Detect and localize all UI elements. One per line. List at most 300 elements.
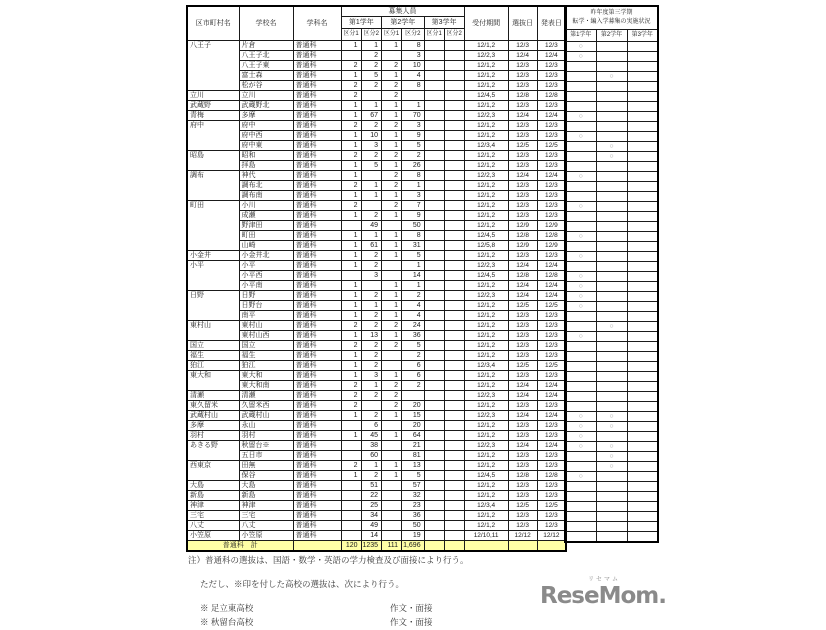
period-cell: 12/2,3 xyxy=(464,291,508,301)
transfer-status-row xyxy=(565,412,658,422)
col-header-selection: 選抜日 xyxy=(508,6,537,41)
announce-date-cell: 12/4 xyxy=(537,111,566,121)
recruit-count-cell: 2 xyxy=(382,401,402,411)
recruit-count-cell xyxy=(444,91,464,101)
transfer-implemented-mark: ○ xyxy=(596,152,627,162)
region-cell: 西東京 xyxy=(187,461,239,481)
table-row xyxy=(187,61,566,71)
transfer-mark-cell xyxy=(596,202,627,212)
transfer-mark-cell xyxy=(596,92,627,102)
table-row xyxy=(187,81,566,91)
dept-cell: 普通科 xyxy=(293,331,341,341)
recruit-count-cell: 2 xyxy=(361,411,382,421)
recruit-count-cell: 10 xyxy=(361,131,382,141)
transfer-implemented-mark: ○ xyxy=(565,42,596,52)
school-cell: 保谷 xyxy=(239,471,293,481)
transfer-status-row xyxy=(565,472,658,482)
recruit-count-cell xyxy=(444,221,464,231)
school-cell: 調布南 xyxy=(239,191,293,201)
dept-cell: 普通科 xyxy=(293,191,341,201)
transfer-mark-cell xyxy=(627,232,658,242)
dept-cell: 普通科 xyxy=(293,231,341,241)
transfer-status-row xyxy=(565,82,658,92)
table-row xyxy=(187,181,566,191)
transfer-mark-cell xyxy=(596,272,627,282)
period-cell: 12/10,11 xyxy=(464,531,508,541)
selection-date-cell: 12/3 xyxy=(508,421,537,431)
region-cell: あきる野 xyxy=(187,441,239,461)
recruit-count-cell: 2 xyxy=(382,61,402,71)
school-cell: 多摩 xyxy=(239,111,293,121)
recruit-count-cell xyxy=(444,501,464,511)
selection-date-cell: 12/3 xyxy=(508,121,537,131)
transfer-status-row xyxy=(565,212,658,222)
school-cell: 南平 xyxy=(239,311,293,321)
transfer-implemented-mark: ○ xyxy=(565,112,596,122)
recruit-count-cell xyxy=(424,301,444,311)
recruit-count-cell: 2 xyxy=(361,51,382,61)
recruit-count-cell xyxy=(424,411,444,421)
transfer-mark-cell xyxy=(627,262,658,272)
recruit-count-cell xyxy=(424,351,444,361)
recruit-count-cell xyxy=(424,261,444,271)
recruit-count-cell: 2 xyxy=(361,211,382,221)
recruit-count-cell xyxy=(424,401,444,411)
recruit-count-cell xyxy=(341,221,361,231)
transfer-mark-cell xyxy=(596,332,627,342)
recruit-count-cell xyxy=(424,511,444,521)
col-header-school: 学校名 xyxy=(239,6,293,41)
recruit-count-cell: 5 xyxy=(402,341,425,351)
note-selection-method: 注）普通科の選抜は、国語・数学・英語の学力検査及び面接により行う。 xyxy=(188,555,469,565)
recruit-count-cell xyxy=(444,51,464,61)
recruit-count-cell xyxy=(444,511,464,521)
recruit-count-cell: 2 xyxy=(361,61,382,71)
school-cell: 小川 xyxy=(239,201,293,211)
dept-cell: 普通科 xyxy=(293,281,341,291)
recruit-count-cell xyxy=(424,331,444,341)
recruit-count-cell: 1 xyxy=(341,231,361,241)
recruit-count-cell: 8 xyxy=(402,41,425,51)
recruit-count-cell xyxy=(402,391,425,401)
table-row xyxy=(187,41,566,51)
period-cell: 12/1,2 xyxy=(464,181,508,191)
recruit-count-cell xyxy=(424,421,444,431)
table-row xyxy=(187,361,566,371)
recruit-count-cell: 2 xyxy=(382,181,402,191)
school-cell: 小平南 xyxy=(239,281,293,291)
announce-date-cell: 12/4 xyxy=(537,411,566,421)
transfer-mark-cell xyxy=(565,502,596,512)
recruit-count-cell: 1 xyxy=(341,331,361,341)
col-header-period: 受付期間 xyxy=(464,6,508,41)
school-cell: 立川 xyxy=(239,91,293,101)
transfer-status-row xyxy=(565,152,658,162)
announce-date-cell: 12/12 xyxy=(537,531,566,541)
period-cell: 12/1,2 xyxy=(464,81,508,91)
dept-cell: 普通科 xyxy=(293,481,341,491)
transfer-status-row xyxy=(565,442,658,452)
recruit-count-cell: 36 xyxy=(402,331,425,341)
period-cell: 12/1,2 xyxy=(464,101,508,111)
recruit-count-cell xyxy=(444,231,464,241)
transfer-mark-cell xyxy=(596,222,627,232)
col-header-kubun-2: 区分2 xyxy=(444,29,464,41)
announce-date-cell: 12/3 xyxy=(537,131,566,141)
recruit-count-cell xyxy=(444,371,464,381)
transfer-mark-cell xyxy=(565,92,596,102)
transfer-status-row xyxy=(565,252,658,262)
transfer-mark-cell xyxy=(596,352,627,362)
recruit-count-cell xyxy=(424,71,444,81)
table-row xyxy=(187,331,566,341)
transfer-mark-cell xyxy=(596,192,627,202)
transfer-mark-cell xyxy=(627,112,658,122)
school-cell: 成瀬 xyxy=(239,211,293,221)
transfer-status-row xyxy=(565,352,658,362)
recruit-count-cell xyxy=(444,431,464,441)
announce-date-cell: 12/3 xyxy=(537,71,566,81)
recruit-count-cell xyxy=(444,471,464,481)
selection-date-cell: 12/3 xyxy=(508,321,537,331)
transfer-mark-cell xyxy=(596,292,627,302)
recruit-count-cell xyxy=(444,341,464,351)
table-row xyxy=(187,121,566,131)
transfer-mark-cell xyxy=(596,252,627,262)
transfer-mark-cell xyxy=(627,192,658,202)
period-cell: 12/1,2 xyxy=(464,121,508,131)
recruit-count-cell: 3 xyxy=(402,191,425,201)
transfer-mark-cell xyxy=(565,532,596,543)
period-cell: 12/3,4 xyxy=(464,501,508,511)
col-header-grade-3: 第3学年 xyxy=(424,17,464,29)
recruit-count-cell: 2 xyxy=(361,341,382,351)
recruit-count-cell xyxy=(341,441,361,451)
recruit-count-cell xyxy=(444,421,464,431)
transfer-status-row xyxy=(565,492,658,502)
selection-date-cell: 12/3 xyxy=(508,41,537,51)
dept-cell: 普通科 xyxy=(293,411,341,421)
recruit-count-cell xyxy=(424,161,444,171)
recruit-count-cell: 2 xyxy=(361,261,382,271)
transfer-mark-cell xyxy=(596,512,627,522)
transfer-status-row xyxy=(565,302,658,312)
note-school-name: 秋留台高校 xyxy=(210,617,254,627)
period-cell: 12/2,3 xyxy=(464,261,508,271)
table-row xyxy=(187,341,566,351)
transfer-mark-cell xyxy=(627,362,658,372)
col-header-kubun-1: 区分1 xyxy=(382,29,402,41)
announce-date-cell: 12/3 xyxy=(537,521,566,531)
region-cell: 小金井 xyxy=(187,251,239,261)
transfer-mark-cell xyxy=(565,372,596,382)
recruit-count-cell: 1 xyxy=(382,461,402,471)
col-header-announce: 発表日 xyxy=(537,6,566,41)
school-cell: 大島 xyxy=(239,481,293,491)
region-cell: 新島 xyxy=(187,491,239,501)
region-cell: 清瀬 xyxy=(187,391,239,401)
transfer-implemented-mark: ○ xyxy=(596,412,627,422)
transfer-mark-cell xyxy=(627,162,658,172)
period-cell: 12/4,5 xyxy=(464,231,508,241)
transfer-mark-cell xyxy=(596,472,627,482)
recruit-count-cell: 1 xyxy=(341,131,361,141)
transfer-implemented-mark: ○ xyxy=(596,442,627,452)
region-cell: 福生 xyxy=(187,351,239,361)
transfer-mark-cell xyxy=(627,322,658,332)
transfer-status-row xyxy=(565,62,658,72)
selection-date-cell: 12/3 xyxy=(508,191,537,201)
selection-date-cell: 12/3 xyxy=(508,401,537,411)
announce-date-cell: 12/3 xyxy=(537,121,566,131)
recruit-count-cell: 9 xyxy=(402,131,425,141)
recruit-count-cell: 1 xyxy=(341,141,361,151)
recruit-count-cell: 5 xyxy=(361,161,382,171)
recruit-count-cell xyxy=(444,81,464,91)
transfer-implemented-mark: ○ xyxy=(565,132,596,142)
recruit-count-cell xyxy=(382,441,402,451)
table-row xyxy=(187,141,566,151)
dept-cell: 普通科 xyxy=(293,171,341,181)
recruit-count-cell xyxy=(424,111,444,121)
period-cell: 12/1,2 xyxy=(464,521,508,531)
transfer-mark-cell xyxy=(565,162,596,172)
recruit-count-cell: 36 xyxy=(402,511,425,521)
transfer-mark-cell xyxy=(627,352,658,362)
recruit-count-cell: 1 xyxy=(382,291,402,301)
recruit-count-cell xyxy=(424,271,444,281)
dept-cell: 普通科 xyxy=(293,41,341,51)
dept-cell: 普通科 xyxy=(293,131,341,141)
recruit-count-cell xyxy=(341,421,361,431)
recruit-count-cell xyxy=(361,401,382,411)
table-row xyxy=(187,321,566,331)
table-row xyxy=(187,501,566,511)
recruit-count-cell: 2 xyxy=(361,121,382,131)
transfer-mark-cell xyxy=(627,122,658,132)
recruit-count-cell: 2 xyxy=(382,91,402,101)
transfer-mark-cell xyxy=(596,232,627,242)
note-school-method: 作文・面接 xyxy=(390,617,433,627)
recruit-count-cell xyxy=(444,71,464,81)
dept-cell: 普通科 xyxy=(293,271,341,281)
recruit-count-cell: 57 xyxy=(402,481,425,491)
recruit-count-cell: 1 xyxy=(382,371,402,381)
region-cell: 多摩 xyxy=(187,421,239,431)
transfer-mark-cell xyxy=(627,132,658,142)
recruit-count-cell: 1 xyxy=(341,281,361,291)
transfer-status-row xyxy=(565,382,658,392)
transfer-status-row xyxy=(565,292,658,302)
transfer-mark-cell xyxy=(565,82,596,92)
period-cell: 12/1,2 xyxy=(464,191,508,201)
school-cell: 新島 xyxy=(239,491,293,501)
school-cell: 日野 xyxy=(239,291,293,301)
dept-cell: 普通科 xyxy=(293,61,341,71)
period-cell: 12/1,2 xyxy=(464,371,508,381)
recruit-count-cell xyxy=(424,51,444,61)
recruit-count-cell xyxy=(424,501,444,511)
recruit-count-cell: 15 xyxy=(402,411,425,421)
transfer-mark-cell xyxy=(565,522,596,532)
period-cell: 12/1,2 xyxy=(464,421,508,431)
transfer-status-row xyxy=(565,112,658,122)
selection-date-cell: 12/3 xyxy=(508,491,537,501)
recruit-count-cell: 2 xyxy=(382,391,402,401)
region-cell: 八丈 xyxy=(187,521,239,531)
announce-date-cell: 12/3 xyxy=(537,351,566,361)
recruit-count-cell: 2 xyxy=(341,151,361,161)
transfer-status-row xyxy=(565,52,658,62)
transfer-mark-cell xyxy=(596,132,627,142)
region-cell: 国立 xyxy=(187,341,239,351)
dept-cell: 普通科 xyxy=(293,101,341,111)
recruit-count-cell: 3 xyxy=(402,51,425,61)
recruit-count-cell xyxy=(424,211,444,221)
total-count-cell: 120 xyxy=(341,541,361,552)
table-row xyxy=(187,431,566,441)
selection-date-cell: 12/5 xyxy=(508,141,537,151)
transfer-mark-cell xyxy=(596,52,627,62)
recruit-count-cell: 2 xyxy=(341,391,361,401)
recruit-count-cell xyxy=(444,441,464,451)
selection-date-cell: 12/3 xyxy=(508,251,537,261)
announce-date-cell: 12/3 xyxy=(537,491,566,501)
transfer-mark-cell xyxy=(627,332,658,342)
recruit-count-cell: 2 xyxy=(382,341,402,351)
recruit-count-cell xyxy=(382,501,402,511)
recruit-count-cell xyxy=(382,51,402,61)
selection-date-cell: 12/4 xyxy=(508,291,537,301)
transfer-mark-cell xyxy=(565,482,596,492)
recruit-count-cell xyxy=(444,411,464,421)
recruit-count-cell xyxy=(444,461,464,471)
side-title-row xyxy=(565,6,658,30)
recruit-count-cell: 1 xyxy=(361,191,382,201)
recruit-count-cell xyxy=(424,311,444,321)
recruit-count-cell xyxy=(444,261,464,271)
header-row-1 xyxy=(187,6,566,17)
recruit-count-cell: 2 xyxy=(341,461,361,471)
recruit-count-cell xyxy=(424,291,444,301)
recruit-count-cell: 1 xyxy=(341,471,361,481)
recruit-count-cell: 1 xyxy=(382,331,402,341)
dept-cell: 普通科 xyxy=(293,361,341,371)
selection-date-cell: 12/8 xyxy=(508,91,537,101)
recruit-count-cell: 1 xyxy=(361,181,382,191)
recruit-count-cell xyxy=(424,241,444,251)
recruitment-table-body xyxy=(187,41,566,552)
side-title-cell xyxy=(565,6,658,30)
recruit-count-cell: 2 xyxy=(341,341,361,351)
table-row xyxy=(187,381,566,391)
announce-date-cell: 12/3 xyxy=(537,311,566,321)
school-cell: 八王子東 xyxy=(239,61,293,71)
recruit-count-cell: 6 xyxy=(402,371,425,381)
period-cell: 12/1,2 xyxy=(464,511,508,521)
recruit-count-cell xyxy=(382,531,402,541)
transfer-status-row xyxy=(565,332,658,342)
transfer-implemented-mark: ○ xyxy=(565,332,596,342)
table-row xyxy=(187,391,566,401)
recruit-count-cell xyxy=(424,321,444,331)
col-header-region: 区市町村名 xyxy=(187,6,239,41)
school-cell: 富士森 xyxy=(239,71,293,81)
table-row xyxy=(187,461,566,471)
selection-date-cell: 12/3 xyxy=(508,311,537,321)
selection-date-cell: 12/3 xyxy=(508,81,537,91)
recruit-count-cell: 4 xyxy=(402,311,425,321)
recruit-count-cell: 1 xyxy=(361,41,382,51)
recruit-count-cell xyxy=(424,141,444,151)
recruit-count-cell: 1 xyxy=(341,411,361,421)
total-count-cell xyxy=(444,541,464,552)
recruit-count-cell: 49 xyxy=(361,521,382,531)
table-row xyxy=(187,131,566,141)
dept-cell: 普通科 xyxy=(293,161,341,171)
announce-date-cell: 12/3 xyxy=(537,371,566,381)
selection-date-cell: 12/4 xyxy=(508,281,537,291)
recruit-count-cell xyxy=(361,281,382,291)
dept-cell: 普通科 xyxy=(293,151,341,161)
recruit-count-cell: 2 xyxy=(361,311,382,321)
recruit-count-cell xyxy=(444,391,464,401)
transfer-status-row xyxy=(565,392,658,402)
recruit-count-cell: 50 xyxy=(402,221,425,231)
transfer-mark-cell xyxy=(596,502,627,512)
recruit-count-cell xyxy=(424,481,444,491)
recruit-count-cell: 31 xyxy=(402,241,425,251)
selection-date-cell: 12/3 xyxy=(508,201,537,211)
announce-date-cell: 12/3 xyxy=(537,421,566,431)
transfer-mark-cell xyxy=(627,242,658,252)
recruit-count-cell: 1 xyxy=(341,311,361,321)
table-row xyxy=(187,471,566,481)
period-cell: 12/1,2 xyxy=(464,381,508,391)
table-row xyxy=(187,451,566,461)
period-cell: 12/1,2 xyxy=(464,401,508,411)
recruit-count-cell: 1 xyxy=(402,281,425,291)
recruit-count-cell: 2 xyxy=(361,151,382,161)
recruit-count-cell: 1 xyxy=(402,101,425,111)
period-cell: 12/1,2 xyxy=(464,451,508,461)
selection-date-cell: 12/9 xyxy=(508,241,537,251)
recruit-count-cell xyxy=(444,61,464,71)
transfer-status-row xyxy=(565,272,658,282)
table-row xyxy=(187,221,566,231)
table-row xyxy=(187,261,566,271)
recruit-count-cell xyxy=(382,261,402,271)
dept-cell: 普通科 xyxy=(293,311,341,321)
recruit-count-cell xyxy=(341,511,361,521)
col-header-kubun-1: 区分1 xyxy=(424,29,444,41)
recruit-count-cell: 3 xyxy=(402,121,425,131)
recruit-count-cell: 1 xyxy=(382,411,402,421)
school-cell: 清瀬 xyxy=(239,391,293,401)
transfer-mark-cell xyxy=(627,302,658,312)
transfer-mark-cell xyxy=(627,42,658,52)
school-cell: 国立 xyxy=(239,341,293,351)
recruit-count-cell xyxy=(382,221,402,231)
transfer-mark-cell xyxy=(596,482,627,492)
recruit-count-cell: 60 xyxy=(361,451,382,461)
recruit-count-cell: 2 xyxy=(402,291,425,301)
transfer-status-row xyxy=(565,422,658,432)
transfer-mark-cell xyxy=(627,92,658,102)
region-cell: 狛江 xyxy=(187,361,239,371)
transfer-mark-cell xyxy=(565,352,596,362)
recruit-count-cell: 2 xyxy=(341,181,361,191)
